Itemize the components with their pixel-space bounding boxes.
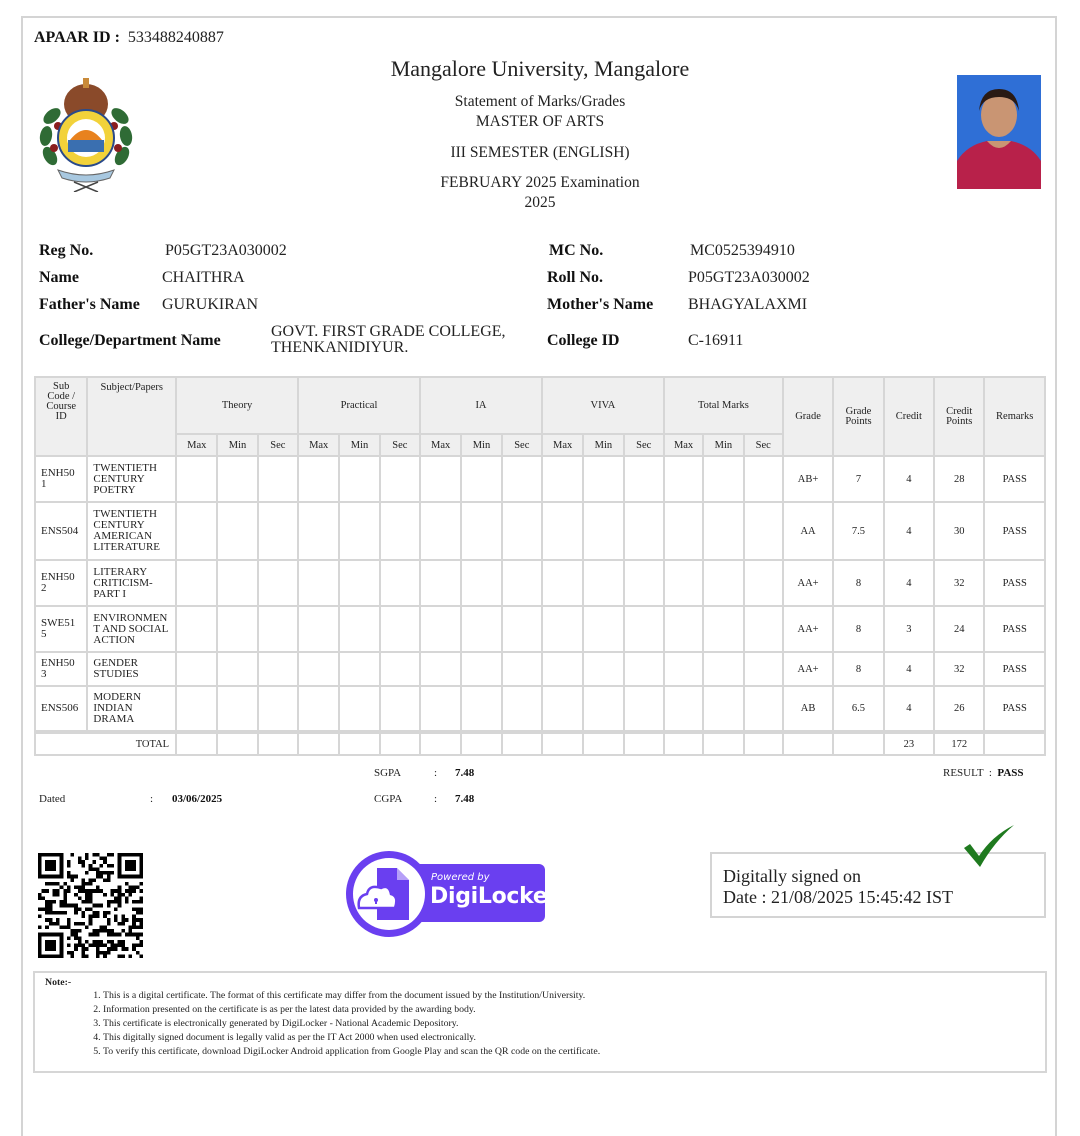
subheader-viva-max: Max [542,434,583,456]
marks-cell [542,606,583,652]
total-empty-cell [783,732,833,755]
marks-cell [664,652,703,686]
college-id-label: College ID [547,332,620,349]
marks-cell [217,456,257,502]
reg-no-row [39,242,93,260]
marks-cell [703,560,743,606]
marks-cell [703,456,743,502]
subheader-theory-min: Min [217,434,257,456]
subheader-total-min: Min [703,434,743,456]
marks-cell [258,502,298,560]
header-subject: Subject/Papers [87,377,176,456]
marks-cell [542,652,583,686]
subheader-viva-sec: Sec [624,434,664,456]
grade-cell: AA+ [783,652,833,686]
credit-points-cell: 32 [934,560,984,606]
note-item: 4. This digitally signed document is legally valid as per the IT Act 2000 when used electronically. [103,1031,600,1045]
marks-cell [744,502,783,560]
total-empty-cell [833,732,883,755]
notes-title: Note:- [45,977,72,988]
header-grade: Grade [783,377,833,456]
total-empty-cell [380,732,420,755]
credit-cell: 4 [884,652,934,686]
note-item: 1. This is a digital certificate. The format of this certificate may differ from the document issued by the Institution/University. [103,989,600,1003]
college-row [39,332,221,350]
grade-points-cell: 8 [833,606,883,652]
total-empty-cell [583,732,623,755]
remarks-cell: PASS [984,456,1045,502]
sub-code-cell: ENS506 [35,686,87,732]
marks-cell [583,652,623,686]
marks-cell [339,652,379,686]
university-name: Mangalore University, Mangalore [390,56,690,81]
marks-cell [461,456,501,502]
marks-cell [176,686,217,732]
total-empty-cell [703,732,743,755]
marks-cell [583,502,623,560]
marks-cell [217,686,257,732]
signed-date-text: Date : 21/08/2025 15:45:42 IST [723,887,953,907]
marks-cell [461,652,501,686]
marks-cell [176,606,217,652]
total-empty-cell [542,732,583,755]
digilocker-badge[interactable] [345,850,559,943]
table-row [35,502,1045,560]
header-credit: Credit [884,377,934,456]
marks-cell [703,686,743,732]
marks-cell [624,652,664,686]
marks-cell [664,606,703,652]
marks-cell [258,686,298,732]
header-viva: VIVA [542,377,664,434]
sub-code-cell: SWE51 5 [35,606,87,652]
marks-cell [420,652,461,686]
total-label: TOTAL [35,732,176,755]
father-name-value: GURUKIRAN [162,296,258,313]
remarks-cell: PASS [984,606,1045,652]
marks-cell [744,606,783,652]
result-colon: : [988,767,992,779]
marks-cell [502,456,542,502]
marks-cell [583,560,623,606]
credit-points-cell: 32 [934,652,984,686]
qr-code[interactable] [38,853,143,958]
marks-cell [380,456,420,502]
subheader-theory-sec: Sec [258,434,298,456]
marks-cell [624,456,664,502]
marks-cell [339,560,379,606]
marks-cell [542,456,583,502]
cgpa-colon: : [434,793,438,805]
cgpa-value: 7.48 [455,793,475,805]
sgpa-value: 7.48 [455,767,475,779]
table-row [35,606,1045,652]
table-row [35,560,1045,606]
dated-colon: : [150,793,154,805]
marks-cell [176,560,217,606]
marks-cell [664,686,703,732]
mc-no-value: MC0525394910 [690,242,795,259]
credit-points-cell: 24 [934,606,984,652]
cgpa-label: CGPA [374,793,403,805]
student-photo [957,75,1041,189]
statement-title: Statement of Marks/Grades [454,93,626,110]
marks-cell [664,560,703,606]
subheader-practical-max: Max [298,434,339,456]
subject-cell: TWENTIETH CENTURY AMERICAN LITERATURE [87,502,176,560]
header-practical: Practical [298,377,420,434]
credit-cell: 4 [884,686,934,732]
subject-cell: MODERN INDIAN DRAMA [87,686,176,732]
result-value: PASS [997,767,1024,779]
marks-cell [380,560,420,606]
header-grade-points: Grade Points [833,377,883,456]
marks-cell [298,502,339,560]
total-credit: 23 [884,732,934,755]
subheader-theory-max: Max [176,434,217,456]
apaar-label: APAAR ID : [34,29,120,46]
grade-points-cell: 8 [833,652,883,686]
remarks-cell: PASS [984,652,1045,686]
marks-cell [298,606,339,652]
marks-cell [744,652,783,686]
marks-cell [380,502,420,560]
subheader-ia-max: Max [420,434,461,456]
remarks-cell: PASS [984,502,1045,560]
total-empty-cell [420,732,461,755]
credit-cell: 4 [884,560,934,606]
marks-cell [703,606,743,652]
marks-cell [703,652,743,686]
subheader-ia-min: Min [461,434,501,456]
header-sub-code: Sub Code / Course ID [35,377,87,456]
notes-list [93,989,600,1059]
apaar-id [34,29,224,47]
total-remarks-cell [984,732,1045,755]
marks-cell [461,606,501,652]
total-empty-cell [217,732,257,755]
marks-cell [217,652,257,686]
credit-cell: 3 [884,606,934,652]
total-empty-cell [664,732,703,755]
remarks-cell: PASS [984,686,1045,732]
marks-cell [339,456,379,502]
university-emblem-icon [36,76,136,192]
marks-cell [502,606,542,652]
father-name-label: Father's Name [39,296,140,313]
marks-cell [502,686,542,732]
marks-cell [420,560,461,606]
marks-cell [176,456,217,502]
note-item: 2. Information presented on the certificate is as per the latest data provided by the awarding body. [103,1003,600,1017]
total-empty-cell [502,732,542,755]
reg-no-value: P05GT23A030002 [165,242,287,259]
marks-cell [461,502,501,560]
marks-cell [542,502,583,560]
apaar-value: 533488240887 [127,29,224,46]
marks-cell [298,686,339,732]
subheader-total-sec: Sec [744,434,783,456]
sub-code-cell: ENH50 2 [35,560,87,606]
marks-cell [624,502,664,560]
verified-check-icon [962,824,1016,868]
college-line-2: THENKANIDIYUR. [271,339,409,356]
subheader-practical-min: Min [339,434,379,456]
subheader-ia-sec: Sec [502,434,542,456]
dated-value: 03/06/2025 [172,793,223,805]
total-empty-cell [339,732,379,755]
marks-cell [420,456,461,502]
header-credit-points: Credit Points [934,377,984,456]
marks-cell [380,686,420,732]
marks-cell [339,686,379,732]
header-remarks: Remarks [984,377,1045,456]
credit-points-cell: 28 [934,456,984,502]
marks-cell [744,686,783,732]
marks-cell [744,456,783,502]
marks-cell [339,502,379,560]
digilocker-text: DigiLocker [430,884,559,909]
college-id-value: C-16911 [688,332,744,349]
subject-cell: GENDER STUDIES [87,652,176,686]
marks-cell [583,606,623,652]
marks-cell [624,606,664,652]
marks-cell [583,456,623,502]
marks-cell [258,606,298,652]
subject-cell: ENVIRONMEN T AND SOCIAL ACTION [87,606,176,652]
marks-cell [624,560,664,606]
grade-points-cell: 8 [833,560,883,606]
marks-cell [664,456,703,502]
result-label: RESULT [943,767,984,779]
dated-label: Dated [39,793,66,805]
marks-cell [542,686,583,732]
father-row [39,296,140,314]
powered-by-text: Powered by [431,872,490,883]
marks-cell [624,686,664,732]
marks-cell [258,560,298,606]
marks-cell [461,560,501,606]
marks-cell [258,652,298,686]
marks-cell [502,560,542,606]
marks-cell [217,606,257,652]
header-total-marks: Total Marks [664,377,783,434]
exam-year: 2025 [524,194,556,211]
sub-code-cell: ENH50 1 [35,456,87,502]
marks-cell [703,502,743,560]
total-empty-cell [176,732,217,755]
marks-cell [420,686,461,732]
exam-session: FEBRUARY 2025 Examination [440,174,640,191]
marks-cell [420,502,461,560]
marks-cell [744,560,783,606]
total-empty-cell [744,732,783,755]
credit-points-cell: 30 [934,502,984,560]
name-value: CHAITHRA [162,269,245,286]
marks-cell [217,560,257,606]
subheader-total-max: Max [664,434,703,456]
marks-cell [420,606,461,652]
marks-cell [298,560,339,606]
total-empty-cell [298,732,339,755]
marks-cell [502,652,542,686]
sgpa-label: SGPA [374,767,402,779]
signed-on-text: Digitally signed on [723,866,861,886]
sub-code-cell: ENH50 3 [35,652,87,686]
remarks-cell: PASS [984,560,1045,606]
marks-cell [298,652,339,686]
marks-cell [339,606,379,652]
marks-cell [176,502,217,560]
sub-code-cell: ENS504 [35,502,87,560]
table-row [35,456,1045,502]
marks-cell [542,560,583,606]
grade-points-cell: 7.5 [833,502,883,560]
marks-cell [176,652,217,686]
credit-cell: 4 [884,456,934,502]
total-empty-cell [461,732,501,755]
marks-cell [380,606,420,652]
roll-no-label: Roll No. [547,269,603,286]
grade-cell: AB [783,686,833,732]
credit-cell: 4 [884,502,934,560]
grade-cell: AA [783,502,833,560]
total-empty-cell [258,732,298,755]
mother-name-value: BHAGYALAXMI [688,296,808,313]
result-row [943,767,1024,779]
grade-points-cell: 7 [833,456,883,502]
college-line-1: GOVT. FIRST GRADE COLLEGE, [271,323,506,340]
note-item: 5. To verify this certificate, download DigiLocker Android application from Google Play and scan the QR code on the certificate. [103,1045,600,1059]
marks-cell [583,686,623,732]
name-label: Name [39,269,79,286]
total-credit-points: 172 [934,732,984,755]
header-ia: IA [420,377,542,434]
total-row [35,732,1045,755]
marks-cell [298,456,339,502]
total-empty-cell [624,732,664,755]
grade-cell: AA+ [783,606,833,652]
note-item: 3. This certificate is electronically generated by DigiLocker - National Academic Depository. [103,1017,600,1031]
credit-points-cell: 26 [934,686,984,732]
subject-cell: LITERARY CRITICISM- PART I [87,560,176,606]
table-row [35,686,1045,732]
marks-table [34,376,1046,756]
semester-name: III SEMESTER (ENGLISH) [450,144,630,161]
notes-section [33,971,1047,1073]
subject-cell: TWENTIETH CENTURY POETRY [87,456,176,502]
subheader-viva-min: Min [583,434,623,456]
marks-cell [461,686,501,732]
roll-no-value: P05GT23A030002 [688,269,810,286]
header-theory: Theory [176,377,298,434]
marks-cell [380,652,420,686]
mother-name-label: Mother's Name [547,296,654,313]
grade-points-cell: 6.5 [833,686,883,732]
degree-name: MASTER OF ARTS [475,113,605,130]
marks-cell [258,456,298,502]
marks-cell [664,502,703,560]
college-label: College/Department Name [39,332,221,349]
marks-cell [502,502,542,560]
grade-cell: AA+ [783,560,833,606]
name-row [39,269,79,287]
subheader-practical-sec: Sec [380,434,420,456]
marks-cell [217,502,257,560]
sgpa-colon: : [434,767,438,779]
reg-no-label: Reg No. [39,242,94,259]
table-row [35,652,1045,686]
college-value [271,324,506,356]
mc-no-label: MC No. [549,242,604,259]
grade-cell: AB+ [783,456,833,502]
